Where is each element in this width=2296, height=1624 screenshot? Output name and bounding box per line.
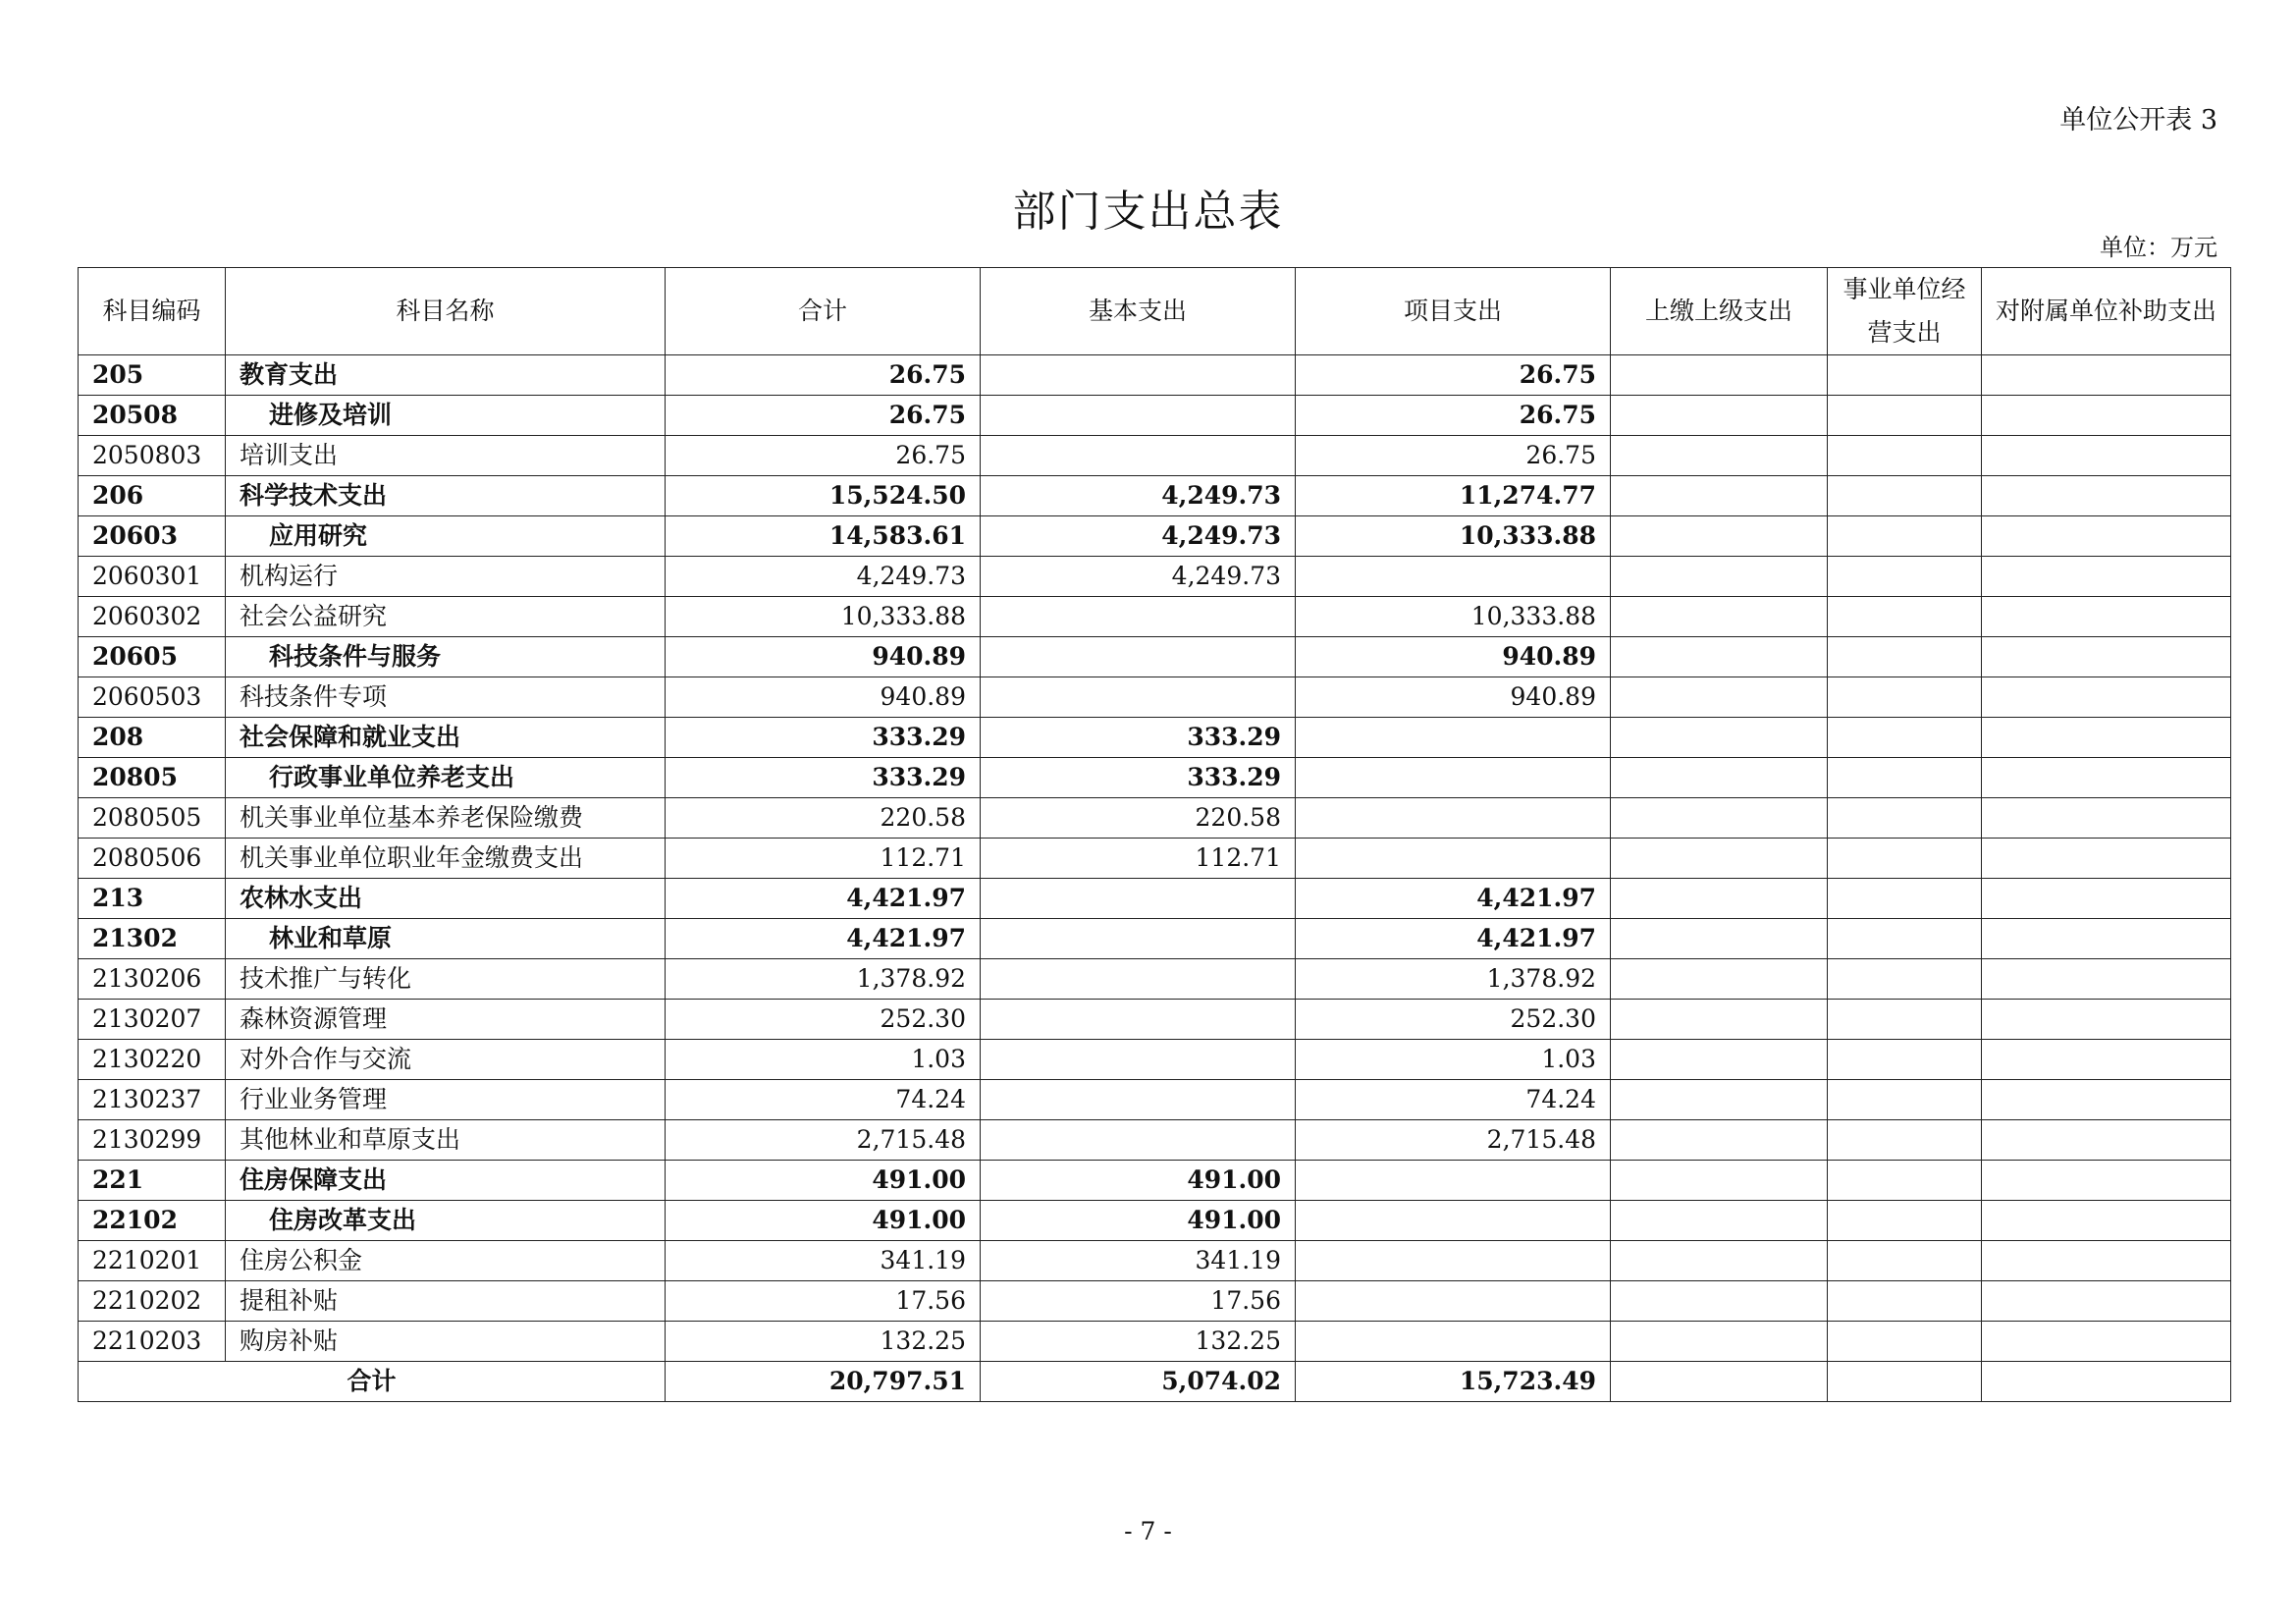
cell-code: 213: [79, 879, 226, 919]
total-cell-basic: 5,074.02: [981, 1362, 1296, 1402]
cell-upper: [1611, 1161, 1828, 1201]
header-project: 项目支出: [1296, 268, 1611, 355]
cell-upper: [1611, 637, 1828, 677]
table-row: [79, 557, 2231, 597]
cell-subsidy: [1982, 396, 2231, 436]
header-row: [79, 268, 2231, 355]
cell-basic: [981, 1000, 1296, 1040]
table-row: [79, 355, 2231, 396]
cell-subsidy: [1982, 1201, 2231, 1241]
cell-code: 2210203: [79, 1322, 226, 1362]
cell-business: [1828, 396, 1982, 436]
cell-business: [1828, 839, 1982, 879]
cell-total: 940.89: [666, 677, 981, 718]
cell-code: 22102: [79, 1201, 226, 1241]
cell-code: 2130207: [79, 1000, 226, 1040]
cell-total: 333.29: [666, 718, 981, 758]
cell-name: 提租补贴: [226, 1281, 666, 1322]
cell-name: 科技条件专项: [226, 677, 666, 718]
cell-basic: 4,249.73: [981, 516, 1296, 557]
table-row: [79, 396, 2231, 436]
table-row: [79, 1000, 2231, 1040]
cell-basic: [981, 1040, 1296, 1080]
table-row: [79, 1080, 2231, 1120]
cell-project: 26.75: [1296, 355, 1611, 396]
cell-project: [1296, 1201, 1611, 1241]
table-row: [79, 1281, 2231, 1322]
cell-code: 20508: [79, 396, 226, 436]
table-row: [79, 919, 2231, 959]
cell-name: 机关事业单位职业年金缴费支出: [226, 839, 666, 879]
cell-upper: [1611, 798, 1828, 839]
cell-code: 205: [79, 355, 226, 396]
cell-project: 26.75: [1296, 396, 1611, 436]
cell-business: [1828, 798, 1982, 839]
table-row: [79, 758, 2231, 798]
cell-name: 住房公积金: [226, 1241, 666, 1281]
cell-upper: [1611, 436, 1828, 476]
cell-name: 行业业务管理: [226, 1080, 666, 1120]
cell-name: 其他林业和草原支出: [226, 1120, 666, 1161]
cell-upper: [1611, 1040, 1828, 1080]
table-row: [79, 1201, 2231, 1241]
cell-subsidy: [1982, 1161, 2231, 1201]
cell-upper: [1611, 839, 1828, 879]
cell-total: 112.71: [666, 839, 981, 879]
cell-name: 培训支出: [226, 436, 666, 476]
cell-name: 科学技术支出: [226, 476, 666, 516]
cell-upper: [1611, 1241, 1828, 1281]
cell-upper: [1611, 557, 1828, 597]
cell-project: 2,715.48: [1296, 1120, 1611, 1161]
cell-name: 应用研究: [226, 516, 666, 557]
cell-subsidy: [1982, 637, 2231, 677]
cell-business: [1828, 1080, 1982, 1120]
cell-total: 4,249.73: [666, 557, 981, 597]
cell-name: 技术推广与转化: [226, 959, 666, 1000]
cell-subsidy: [1982, 355, 2231, 396]
cell-subsidy: [1982, 879, 2231, 919]
cell-name: 机关事业单位基本养老保险缴费: [226, 798, 666, 839]
cell-upper: [1611, 1000, 1828, 1040]
table-row: [79, 798, 2231, 839]
cell-business: [1828, 758, 1982, 798]
cell-subsidy: [1982, 839, 2231, 879]
cell-project: 10,333.88: [1296, 516, 1611, 557]
table-row: [79, 597, 2231, 637]
cell-business: [1828, 879, 1982, 919]
cell-project: 4,421.97: [1296, 879, 1611, 919]
cell-name: 行政事业单位养老支出: [226, 758, 666, 798]
cell-subsidy: [1982, 476, 2231, 516]
cell-code: 2130299: [79, 1120, 226, 1161]
cell-code: 2210201: [79, 1241, 226, 1281]
cell-basic: 4,249.73: [981, 476, 1296, 516]
cell-code: 2130237: [79, 1080, 226, 1120]
cell-code: 20805: [79, 758, 226, 798]
cell-code: 2060301: [79, 557, 226, 597]
expenditure-table: [78, 267, 2231, 1402]
cell-subsidy: [1982, 1241, 2231, 1281]
cell-basic: 333.29: [981, 758, 1296, 798]
total-label: 合计: [79, 1362, 666, 1402]
table-row: [79, 1120, 2231, 1161]
total-cell-project: 15,723.49: [1296, 1362, 1611, 1402]
cell-name: 购房补贴: [226, 1322, 666, 1362]
cell-upper: [1611, 1080, 1828, 1120]
cell-project: 11,274.77: [1296, 476, 1611, 516]
cell-basic: 220.58: [981, 798, 1296, 839]
cell-basic: 491.00: [981, 1201, 1296, 1241]
cell-project: [1296, 1241, 1611, 1281]
cell-business: [1828, 1000, 1982, 1040]
cell-code: 20603: [79, 516, 226, 557]
cell-basic: 491.00: [981, 1161, 1296, 1201]
cell-basic: [981, 597, 1296, 637]
table-row: [79, 1040, 2231, 1080]
cell-name: 住房改革支出: [226, 1201, 666, 1241]
cell-subsidy: [1982, 1120, 2231, 1161]
cell-project: [1296, 1161, 1611, 1201]
cell-subsidy: [1982, 1281, 2231, 1322]
page-title: 部门支出总表: [1012, 187, 1284, 238]
cell-upper: [1611, 1120, 1828, 1161]
cell-subsidy: [1982, 758, 2231, 798]
cell-code: 208: [79, 718, 226, 758]
cell-total: 15,524.50: [666, 476, 981, 516]
cell-total: 10,333.88: [666, 597, 981, 637]
cell-subsidy: [1982, 557, 2231, 597]
table-row: [79, 516, 2231, 557]
cell-total: 341.19: [666, 1241, 981, 1281]
cell-business: [1828, 1241, 1982, 1281]
cell-total: 132.25: [666, 1322, 981, 1362]
cell-code: 206: [79, 476, 226, 516]
cell-basic: [981, 637, 1296, 677]
cell-name: 进修及培训: [226, 396, 666, 436]
cell-business: [1828, 597, 1982, 637]
cell-basic: [981, 919, 1296, 959]
cell-project: 1,378.92: [1296, 959, 1611, 1000]
total-cell-subsidy: [1982, 1362, 2231, 1402]
header-total: 合计: [666, 268, 981, 355]
cell-code: 2130206: [79, 959, 226, 1000]
cell-name: 林业和草原: [226, 919, 666, 959]
cell-name: 森林资源管理: [226, 1000, 666, 1040]
cell-upper: [1611, 1322, 1828, 1362]
cell-total: 1.03: [666, 1040, 981, 1080]
cell-upper: [1611, 919, 1828, 959]
cell-name: 对外合作与交流: [226, 1040, 666, 1080]
cell-code: 21302: [79, 919, 226, 959]
cell-business: [1828, 919, 1982, 959]
cell-basic: 112.71: [981, 839, 1296, 879]
table-row: [79, 1161, 2231, 1201]
header-name: 科目名称: [226, 268, 666, 355]
cell-subsidy: [1982, 919, 2231, 959]
table-row: [79, 637, 2231, 677]
cell-total: 252.30: [666, 1000, 981, 1040]
header-subsidy: 对附属单位补助支出: [1982, 268, 2231, 355]
cell-business: [1828, 1161, 1982, 1201]
cell-business: [1828, 557, 1982, 597]
cell-project: 940.89: [1296, 637, 1611, 677]
cell-subsidy: [1982, 1080, 2231, 1120]
cell-project: [1296, 798, 1611, 839]
cell-code: 2080505: [79, 798, 226, 839]
cell-business: [1828, 677, 1982, 718]
cell-subsidy: [1982, 1000, 2231, 1040]
cell-business: [1828, 1281, 1982, 1322]
cell-basic: [981, 396, 1296, 436]
page-number: - 7 -: [1124, 1517, 1172, 1545]
cell-upper: [1611, 396, 1828, 436]
cell-business: [1828, 1322, 1982, 1362]
cell-total: 1,378.92: [666, 959, 981, 1000]
unit-label: 单位：万元: [2100, 234, 2217, 261]
table-row: [79, 1241, 2231, 1281]
cell-basic: [981, 1120, 1296, 1161]
total-row: [79, 1362, 2231, 1402]
cell-basic: 132.25: [981, 1322, 1296, 1362]
cell-upper: [1611, 758, 1828, 798]
total-cell-total: 20,797.51: [666, 1362, 981, 1402]
cell-upper: [1611, 1201, 1828, 1241]
cell-upper: [1611, 879, 1828, 919]
cell-code: 20605: [79, 637, 226, 677]
cell-project: 74.24: [1296, 1080, 1611, 1120]
cell-project: 4,421.97: [1296, 919, 1611, 959]
cell-project: [1296, 1281, 1611, 1322]
header-upper: 上缴上级支出: [1611, 268, 1828, 355]
cell-project: [1296, 758, 1611, 798]
cell-project: [1296, 557, 1611, 597]
cell-name: 科技条件与服务: [226, 637, 666, 677]
cell-subsidy: [1982, 677, 2231, 718]
cell-basic: [981, 959, 1296, 1000]
cell-business: [1828, 718, 1982, 758]
cell-basic: 4,249.73: [981, 557, 1296, 597]
table-row: [79, 959, 2231, 1000]
table-row: [79, 718, 2231, 758]
cell-subsidy: [1982, 718, 2231, 758]
cell-basic: 17.56: [981, 1281, 1296, 1322]
cell-subsidy: [1982, 1040, 2231, 1080]
cell-business: [1828, 1201, 1982, 1241]
cell-project: 1.03: [1296, 1040, 1611, 1080]
cell-total: 74.24: [666, 1080, 981, 1120]
cell-name: 住房保障支出: [226, 1161, 666, 1201]
cell-total: 26.75: [666, 396, 981, 436]
cell-upper: [1611, 718, 1828, 758]
cell-name: 农林水支出: [226, 879, 666, 919]
cell-code: 2060503: [79, 677, 226, 718]
cell-code: 2050803: [79, 436, 226, 476]
cell-subsidy: [1982, 436, 2231, 476]
cell-business: [1828, 1120, 1982, 1161]
cell-name: 教育支出: [226, 355, 666, 396]
cell-project: [1296, 1322, 1611, 1362]
cell-business: [1828, 355, 1982, 396]
cell-project: [1296, 718, 1611, 758]
cell-basic: 333.29: [981, 718, 1296, 758]
cell-total: 26.75: [666, 355, 981, 396]
cell-total: 17.56: [666, 1281, 981, 1322]
cell-project: 252.30: [1296, 1000, 1611, 1040]
cell-total: 491.00: [666, 1161, 981, 1201]
cell-basic: [981, 677, 1296, 718]
cell-total: 2,715.48: [666, 1120, 981, 1161]
cell-total: 4,421.97: [666, 919, 981, 959]
cell-upper: [1611, 516, 1828, 557]
cell-upper: [1611, 677, 1828, 718]
cell-total: 220.58: [666, 798, 981, 839]
cell-name: 机构运行: [226, 557, 666, 597]
cell-upper: [1611, 959, 1828, 1000]
cell-code: 221: [79, 1161, 226, 1201]
cell-code: 2130220: [79, 1040, 226, 1080]
cell-subsidy: [1982, 516, 2231, 557]
cell-basic: [981, 355, 1296, 396]
cell-total: 14,583.61: [666, 516, 981, 557]
cell-business: [1828, 959, 1982, 1000]
cell-basic: 341.19: [981, 1241, 1296, 1281]
cell-upper: [1611, 355, 1828, 396]
cell-basic: [981, 879, 1296, 919]
table-row: [79, 1322, 2231, 1362]
cell-total: 491.00: [666, 1201, 981, 1241]
cell-business: [1828, 1040, 1982, 1080]
cell-business: [1828, 516, 1982, 557]
cell-name: 社会公益研究: [226, 597, 666, 637]
cell-subsidy: [1982, 1322, 2231, 1362]
cell-project: [1296, 839, 1611, 879]
cell-business: [1828, 476, 1982, 516]
total-cell-upper: [1611, 1362, 1828, 1402]
total-cell-business: [1828, 1362, 1982, 1402]
cell-name: 社会保障和就业支出: [226, 718, 666, 758]
cell-basic: [981, 1080, 1296, 1120]
cell-business: [1828, 637, 1982, 677]
cell-subsidy: [1982, 798, 2231, 839]
cell-project: 940.89: [1296, 677, 1611, 718]
table-body: [79, 355, 2231, 1362]
cell-total: 333.29: [666, 758, 981, 798]
header-business: 事业单位经营支出: [1828, 268, 1982, 355]
cell-project: 26.75: [1296, 436, 1611, 476]
cell-project: 10,333.88: [1296, 597, 1611, 637]
cell-code: 2060302: [79, 597, 226, 637]
table-row: [79, 839, 2231, 879]
cell-code: 2210202: [79, 1281, 226, 1322]
cell-total: 26.75: [666, 436, 981, 476]
table-row: [79, 677, 2231, 718]
cell-total: 4,421.97: [666, 879, 981, 919]
cell-upper: [1611, 597, 1828, 637]
cell-upper: [1611, 1281, 1828, 1322]
cell-business: [1828, 436, 1982, 476]
cell-upper: [1611, 476, 1828, 516]
cell-code: 2080506: [79, 839, 226, 879]
table-row: [79, 476, 2231, 516]
table-label: 单位公开表 3: [2059, 105, 2217, 135]
cell-total: 940.89: [666, 637, 981, 677]
table-row: [79, 879, 2231, 919]
cell-basic: [981, 436, 1296, 476]
cell-subsidy: [1982, 597, 2231, 637]
header-code: 科目编码: [79, 268, 226, 355]
table-row: [79, 436, 2231, 476]
cell-subsidy: [1982, 959, 2231, 1000]
header-basic: 基本支出: [981, 268, 1296, 355]
